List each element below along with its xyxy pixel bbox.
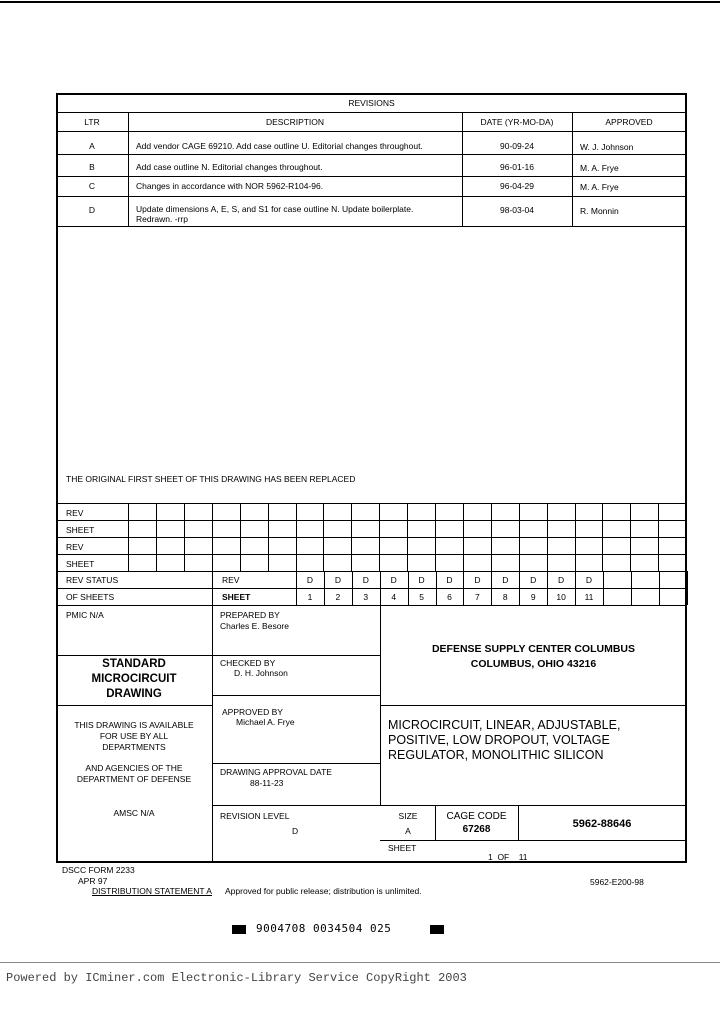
drawing-number: 5962-88646 xyxy=(572,818,632,830)
drawing-title xyxy=(388,718,620,763)
rev-approved: M. A. Frye xyxy=(580,163,619,173)
availability-line: DEPARTMENTS xyxy=(102,742,166,752)
revision-level-label: REVISION LEVEL xyxy=(220,811,290,821)
sheet-number-cell: 2 xyxy=(335,592,341,602)
revisions-title: REVISIONS xyxy=(348,98,395,108)
rev-status-label: REV STATUS xyxy=(66,575,119,585)
title-line: POSITIVE, LOW DROPOUT, VOLTAGE xyxy=(388,733,610,747)
rev-status-cell: D xyxy=(306,575,314,585)
document-code: 5962-E200-98 xyxy=(590,877,644,887)
checked-by-name: D. H. Johnson xyxy=(234,668,288,678)
sheet-number-cell: 10 xyxy=(556,592,566,602)
rev-approved: R. Monnin xyxy=(580,206,619,216)
sheet-number-cell: 8 xyxy=(502,592,508,602)
grid-label: REV xyxy=(66,508,84,518)
rev-status-cell: D xyxy=(585,575,593,585)
sheet-number-cell: 4 xyxy=(391,592,397,602)
title-line: MICROCIRCUIT, LINEAR, ADJUSTABLE, xyxy=(388,718,621,732)
barcode-block-icon xyxy=(430,925,444,934)
approval-date-value: 88-11-23 xyxy=(250,778,284,788)
header-date: DATE (YR-MO-DA) xyxy=(480,117,554,127)
rev-description: Add vendor CAGE 69210. Add case outline U. Editorial changes throughout. xyxy=(136,141,423,151)
header-approved: APPROVED xyxy=(605,117,653,127)
availability-line: FOR USE BY ALL xyxy=(99,731,169,741)
rev-status-cell: D xyxy=(418,575,425,585)
standard-line: MICROCIRCUIT xyxy=(91,673,177,685)
rev-status-cell: D xyxy=(390,575,397,585)
sheet-number-cell: 9 xyxy=(530,592,536,602)
sheet-number-cell: 11 xyxy=(584,592,594,602)
checked-by-label: CHECKED BY xyxy=(220,658,276,668)
sheet-number-cell: 6 xyxy=(447,592,452,602)
sheet-number-cell: 5 xyxy=(419,592,424,602)
distribution-label: DISTRIBUTION STATEMENT A xyxy=(92,886,212,896)
approved-by-name: Michael A. Frye xyxy=(236,717,295,727)
header-description: DESCRIPTION xyxy=(265,117,325,127)
form-date: APR 97 xyxy=(78,876,108,886)
top-rule xyxy=(0,1,720,3)
rev-date: 90-09-24 xyxy=(499,141,535,151)
rev-date: 98-03-04 xyxy=(499,205,535,215)
title-line: REGULATOR, MONOLITHIC SILICON xyxy=(388,748,604,762)
standard-line: DRAWING xyxy=(106,688,162,700)
rev-date: 96-04-29 xyxy=(499,181,535,191)
prepared-by-name: Charles E. Besore xyxy=(220,621,289,631)
size-value: A xyxy=(405,826,411,836)
rev-ltr: D xyxy=(88,205,96,215)
approved-by-label: APPROVED BY xyxy=(222,707,283,717)
rev-status-cell: D xyxy=(502,575,509,585)
footer-rule xyxy=(0,962,720,963)
rev-description: Update dimensions A, E, S, and S1 for case outline N. Update boilerplate. Redrawn. -rrp xyxy=(136,204,414,224)
form-number: DSCC FORM 2233 xyxy=(62,865,135,875)
barcode-number: 9004708 0034504 025 xyxy=(256,922,392,935)
barcode-block-icon xyxy=(232,925,246,934)
rev-status-cell: D xyxy=(446,575,453,585)
pmic-label: PMIC N/A xyxy=(66,610,104,620)
rev-status-cell: D xyxy=(530,575,537,585)
rev-status-cell: D xyxy=(334,575,341,585)
rev-ltr: B xyxy=(89,162,95,172)
cage-code-value: 67268 xyxy=(462,824,491,835)
sheet-label: SHEET xyxy=(388,843,417,853)
sheet-number-cell: 3 xyxy=(363,592,369,602)
of-sheets-label: OF SHEETS xyxy=(66,592,115,602)
agency-line: COLUMBUS, OHIO 43216 xyxy=(470,658,597,670)
standard-line: STANDARD xyxy=(102,658,166,670)
grid-label: SHEET xyxy=(66,525,95,535)
agency-line: DEFENSE SUPPLY CENTER COLUMBUS xyxy=(431,643,636,655)
size-label: SIZE xyxy=(398,811,418,821)
revision-level-value: D xyxy=(292,826,299,836)
rev-status-cell: D xyxy=(474,575,481,585)
grid-label: SHEET xyxy=(66,559,95,569)
rev-description: Changes in accordance with NOR 5962-R104-96. xyxy=(136,181,324,191)
rev-status-cell: D xyxy=(558,575,565,585)
sheet-value: 1 OF 11 xyxy=(488,852,528,862)
rev-approved: W. J. Johnson xyxy=(580,142,634,152)
rev-ltr: A xyxy=(89,141,95,151)
prepared-by-label: PREPARED BY xyxy=(220,610,280,620)
header-ltr: LTR xyxy=(84,117,100,127)
sheet-number-cell: 1 xyxy=(307,592,313,602)
rev-ltr: C xyxy=(88,181,96,191)
rev-row-label: REV xyxy=(222,575,240,585)
agency-name xyxy=(380,642,687,672)
standard-microcircuit-drawing xyxy=(56,657,212,702)
replaced-note: THE ORIGINAL FIRST SHEET OF THIS DRAWING HAS BEEN REPLACED xyxy=(66,474,356,484)
sheet-number-cell: 7 xyxy=(475,592,480,602)
rev-description: Add case outline N. Editorial changes throughout. xyxy=(136,162,323,172)
availability-line: DEPARTMENT OF DEFENSE xyxy=(76,774,192,784)
grid-label: REV xyxy=(66,542,84,552)
distribution-text: Approved for public release; distribution is unlimited. xyxy=(225,886,422,896)
amsc-label: AMSC N/A xyxy=(113,808,155,818)
rev-status-cell: D xyxy=(362,575,369,585)
cage-code-label: CAGE CODE xyxy=(446,811,507,822)
availability-line: AND AGENCIES OF THE xyxy=(85,763,183,773)
sheet-row-label: SHEET xyxy=(222,592,251,602)
rev-date: 96-01-16 xyxy=(499,162,535,172)
powered-by-text: Powered by ICminer.com Electronic-Library Service CopyRight 2003 xyxy=(6,971,467,985)
approval-date-label: DRAWING APPROVAL DATE xyxy=(220,767,332,777)
availability-line: THIS DRAWING IS AVAILABLE xyxy=(74,720,194,730)
rev-approved: M. A. Frye xyxy=(580,182,619,192)
availability-note xyxy=(56,720,212,785)
